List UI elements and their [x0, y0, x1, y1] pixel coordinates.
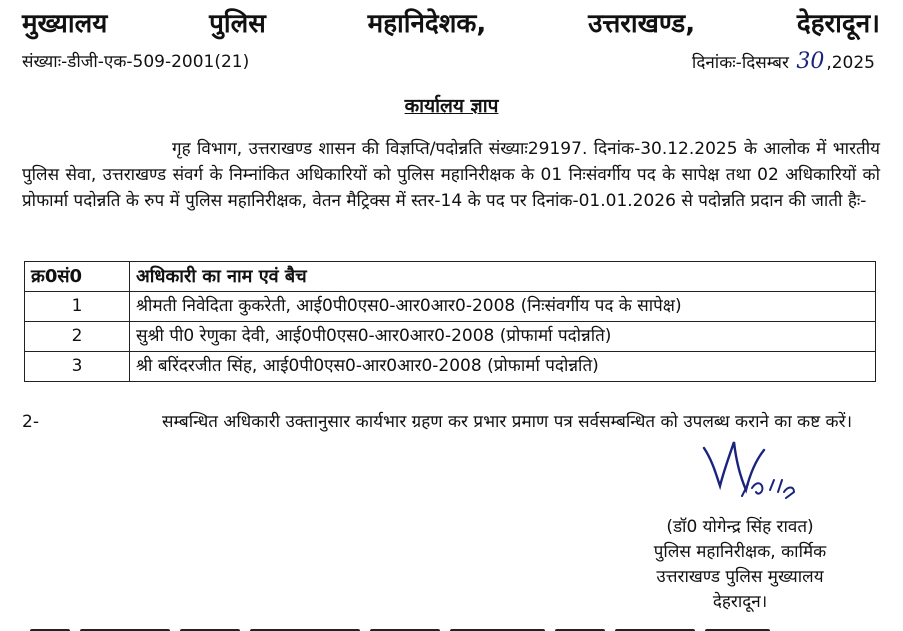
officer-cell: श्रीमती निवेदिता कुकरेती, आई0पी0एस0-आर0आर0-2008 (निःसंवर्गीय पद के सापेक्ष) [130, 292, 876, 322]
table-row [25, 292, 876, 322]
body-paragraph-text: गृह विभाग, उत्तराखण्ड शासन की विज्ञप्ति/पदोन्नति संख्याः29197. दिनांक-30.12.2025 के आलोक में भारतीय पुलिस सेवा, उत्तराखण्ड संवर्ग के निम्नांकित अधिकारियों को पुलिस महानिरीक्षक के 01 निःसंवर्गीय पद के सापेक्ष तथा 02 अधिकारियों को प्रोफार्मा पदोन्नति के रुप में पुलिस महानिरीक्षक, वेतन मैट्रिक्स में स्तर-14 के पद पर दिनांक-01.01.2026 से पदोन्नति प्रदान की जाती हैः- [22, 139, 880, 211]
serial-number-header: क्र0सं0 [25, 262, 130, 292]
handwritten-signature [690, 430, 810, 520]
serial-number-cell: 3 [25, 352, 130, 382]
signatory-name: (डॉ0 योगेन्द्र सिंह रावत) [666, 517, 814, 537]
officers-table [24, 261, 876, 382]
signatory-designation: पुलिस महानिरीक्षक, कार्मिक [653, 542, 827, 562]
point-number: 2- [22, 412, 39, 432]
officer-cell: श्री बरिंदरजीत सिंह, आई0पी0एस0-आर0आर0-2008 (प्रोफार्मा पदोन्नति) [130, 352, 876, 382]
heading-word: पुलिस [209, 9, 266, 39]
heading-word: उत्तराखण्ड, [588, 9, 696, 39]
heading-word: देहरादून। [796, 9, 880, 39]
signature-block [600, 515, 880, 615]
body-paragraph [22, 136, 880, 214]
letterhead-heading [22, 6, 880, 42]
point-two-text: सम्बन्धित अधिकारी उक्तानुसार कार्यभार ग्रहण कर प्रभार प्रमाण पत्र सर्वसम्बन्धित को उपलब्ध कराने का कष्ट करें। [162, 412, 853, 432]
serial-number-cell: 1 [25, 292, 130, 322]
heading-word: महानिदेशक, [367, 9, 487, 39]
serial-number-cell: 2 [25, 322, 130, 352]
date-year: ,2025 [826, 53, 875, 73]
issue-date [692, 50, 875, 75]
table-header-row [25, 262, 876, 292]
heading-word: मुख्यालय [22, 9, 108, 39]
handwritten-date-day: 30 [796, 49, 825, 74]
officer-cell: सुश्री पी0 रेणुका देवी, आई0पी0एस0-आर0आर0-2008 (प्रोफार्मा पदोन्नति) [130, 322, 876, 352]
office-memo-title: कार्यालय ज्ञाप [404, 95, 499, 117]
reference-number: संख्याः-डीजी-एक-509-2001(21) [22, 52, 250, 72]
cut-off-next-line [30, 620, 875, 631]
table-row [25, 352, 876, 382]
officer-name-header: अधिकारी का नाम एवं बैच [130, 262, 876, 292]
signatory-office: उत्तराखण्ड पुलिस मुख्यालय [656, 567, 824, 587]
table-row [25, 322, 876, 352]
date-prefix: दिनांकः-दिसम्बर [691, 53, 789, 73]
signatory-city: देहरादून। [712, 592, 768, 612]
